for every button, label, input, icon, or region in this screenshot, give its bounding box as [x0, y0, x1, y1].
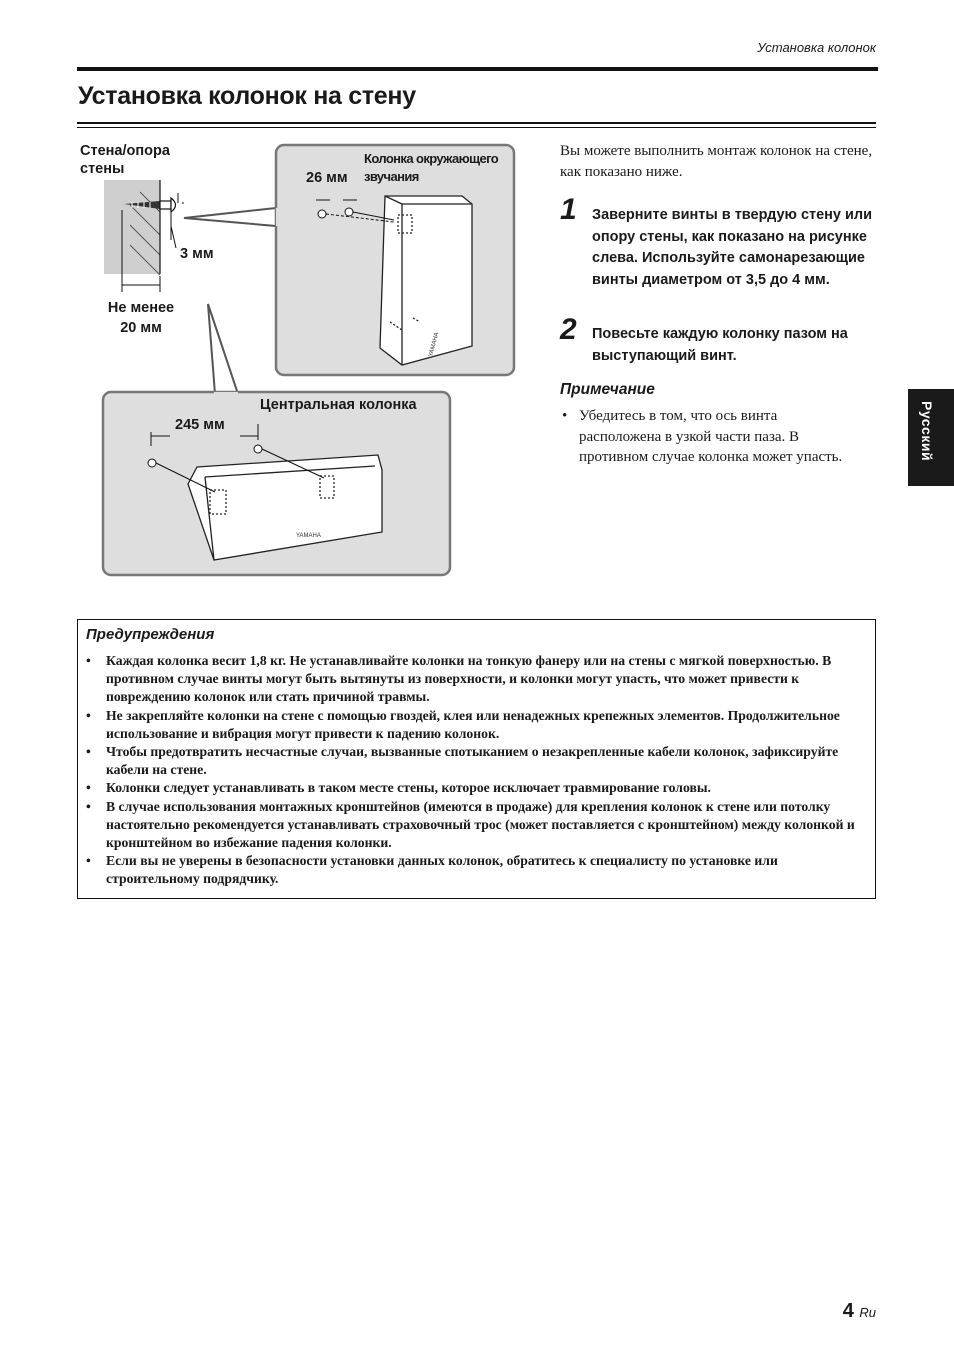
- surround-speaker: [380, 196, 472, 365]
- running-header: Установка колонок: [757, 40, 876, 55]
- warnings-list: [86, 652, 868, 889]
- step-1-text: Заверните винты в твердую стену или опору стены, как показано на рисунке слева. Используйте самонарезающие винты диаметром от 3,5 до 4 мм.: [592, 207, 873, 288]
- intro-text: Вы можете выполнить монтаж колонок на стене, как показано ниже.: [560, 143, 873, 180]
- warning-item: • Не закрепляйте колонки на стене с помощью гвоздей, клея или ненадежных крепежных элементов. Продолжительное использование и вибрация могут привести к падению колонок.: [86, 707, 868, 743]
- wall-label: Стена/опора стены: [80, 143, 170, 177]
- warning-item: • Колонки следует устанавливать в таком месте стены, которое исключает травмирование головы.: [86, 779, 868, 797]
- surround-brand-logo: YAMAHA: [428, 331, 441, 358]
- warnings-heading: Предупреждения: [86, 626, 215, 643]
- page-title: Установка колонок на стену: [78, 82, 416, 110]
- warning-item: • Если вы не уверены в безопасности установки данных колонок, обратитесь к специалисту по установке или строительному подрядчику.: [86, 852, 868, 888]
- surround-speaker-label: Колонка окружающего звучания: [364, 151, 499, 184]
- center-spacing-label: 245 мм: [175, 417, 225, 433]
- warning-item: • В случае использования монтажных кронштейнов (имеются в продаже) для крепления колонок к стене или потолку настоятельно рекомендуется устанавливать страховочный трос (может поставляется с кронштейном) между колонкой и кронштейном во избежание падения колонки.: [86, 798, 868, 853]
- center-brand-logo: YAMAHA: [296, 533, 321, 539]
- screw-gap-label: 3 мм: [180, 246, 214, 262]
- step-2-text: Повесьте каждую колонку пазом на выступающий винт.: [592, 326, 848, 364]
- note-item: • Убедитесь в том, что ось винта расположена в узкой части паза. В противном случае колонка может упасть.: [562, 408, 843, 465]
- warning-item: • Каждая колонка весит 1,8 кг. Не устанавливайте колонки на тонкую фанеру или на стены с мягкой поверхностью. В противном случае винты могут быть вытянуты из поверхности, и колонки могут упасть, что может привести к повреждению колонок или стать причиной травмы.: [86, 652, 868, 707]
- step-2-number: 2: [560, 313, 577, 346]
- note-bullet: •: [562, 408, 568, 424]
- language-tab-label: Русский: [919, 401, 935, 462]
- center-speaker-label: Центральная колонка: [260, 397, 417, 413]
- note-heading: Примечание: [560, 381, 655, 398]
- language-tab: [908, 389, 954, 486]
- step-1-number: 1: [560, 193, 577, 226]
- min-depth-label: Не менее 20 мм: [107, 300, 175, 336]
- surround-spacing-label: 26 мм: [306, 170, 348, 186]
- warning-item: • Чтобы предотвратить несчастные случаи, вызванные спотыканием о незакрепленные кабели колонок, зафиксируйте кабели на стене.: [86, 743, 868, 779]
- page-number: 4 Ru: [842, 1300, 876, 1322]
